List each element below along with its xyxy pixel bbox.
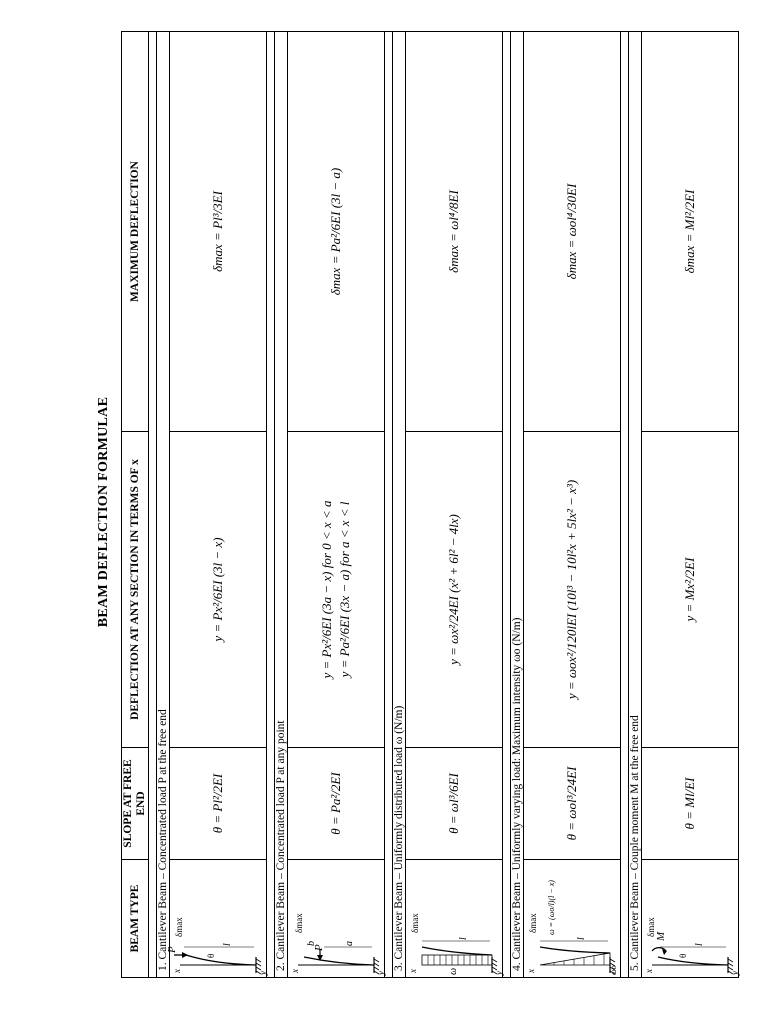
max-deflection-formula-5: δmax = Ml²/2EI: [682, 189, 697, 274]
label-y: y: [730, 971, 740, 975]
label-omega-o: ωo: [609, 965, 618, 975]
max-deflection-formula-1: δmax = Pl³/3EI: [210, 191, 225, 272]
row-gap: [267, 32, 275, 978]
case-4-deflection: [524, 432, 621, 748]
slope-formula-4: θ = ωol³/24EI: [564, 766, 579, 841]
label-omega: ω: [448, 967, 459, 975]
label-l: l: [458, 937, 469, 940]
label-delta-max: δmax: [294, 913, 304, 933]
case-5-diagram: [642, 860, 739, 978]
case-4-label-row: [511, 32, 524, 978]
case-1-label: 1. Cantilever Beam – Concentrated load P at the free end: [157, 32, 170, 978]
label-x: x: [172, 969, 182, 973]
case-3-diagram: [406, 860, 503, 978]
case-2-max-deflection: [288, 32, 385, 432]
label-l: l: [576, 937, 587, 940]
row-gap: [503, 32, 511, 978]
label-b: b: [306, 941, 317, 946]
case-5-row: [642, 32, 739, 978]
case-3-deflection: [406, 432, 503, 748]
label-delta-max: δmax: [646, 917, 656, 937]
formulae-table: [121, 31, 739, 978]
label-x: x: [290, 969, 300, 973]
row-gap: [385, 32, 393, 978]
case-1-deflection: [170, 432, 267, 748]
deflection-formula-2a: y = Px²/6EI (3a − x) for 0 < x < a: [319, 500, 334, 679]
case-3-max-deflection: [406, 32, 503, 432]
label-y: y: [258, 971, 268, 975]
label-varying: ω = (ωo/l)(l − x): [547, 880, 556, 935]
beam-diagram-1: [166, 859, 268, 977]
max-deflection-formula-3: δmax = ωl⁴/8EI: [446, 190, 461, 273]
case-1-slope: [170, 748, 267, 860]
label-delta-max: δmax: [174, 917, 184, 937]
label-M: M: [655, 931, 667, 941]
page-title: BEAM DEFLECTION FORMULAE: [96, 396, 111, 628]
beam-diagram-2: [288, 859, 384, 977]
deflection-formula-5: y = Mx²/2EI: [682, 557, 697, 622]
label-l: l: [694, 943, 705, 946]
label-theta: θ: [678, 953, 688, 958]
label-delta-max: δmax: [528, 913, 538, 933]
row-gap: [621, 32, 629, 978]
case-5-max-deflection: [642, 32, 739, 432]
case-5-label-row: [629, 32, 642, 978]
case-2-diagram: [288, 860, 385, 978]
slope-formula-1: θ = Pl²/2EI: [210, 773, 225, 834]
case-2-label: 2. Cantilever Beam – Concentrated load P at any point: [275, 32, 288, 978]
case-2-row: [288, 32, 385, 978]
deflection-formula-1: y = Px²/6EI (3l − x): [210, 537, 225, 642]
case-3-slope: [406, 748, 503, 860]
header-slope: SLOPE AT FREE END: [122, 748, 149, 860]
label-y: y: [494, 971, 504, 975]
beam-diagram-3: [406, 859, 502, 977]
header-deflection: DEFLECTION AT ANY SECTION IN TERMS OF x: [122, 432, 149, 748]
label-y: y: [376, 971, 386, 975]
case-3-row: [406, 32, 503, 978]
row-gap: [149, 32, 157, 978]
label-P: P: [313, 944, 325, 951]
max-deflection-formula-2: δmax = Pa²/6EI (3l − a): [328, 167, 343, 296]
header-beam-type: BEAM TYPE: [122, 860, 149, 978]
case-4-diagram: [524, 860, 621, 978]
case-1-diagram: [166, 860, 268, 978]
case-5-label: 5. Cantilever Beam – Couple moment M at the free end: [629, 32, 642, 978]
beam-diagram-4: [524, 859, 620, 977]
case-4-row: [524, 32, 621, 978]
label-delta-max: δmax: [410, 913, 420, 933]
label-P: P: [166, 946, 178, 953]
slope-formula-5: θ = Ml/EI: [682, 777, 697, 830]
case-2-label-row: [275, 32, 288, 978]
slope-formula-2: θ = Pa²/2EI: [328, 772, 343, 835]
case-3-label-row: [393, 32, 406, 978]
label-x: x: [408, 969, 418, 973]
label-x: x: [644, 969, 654, 973]
case-5-slope: [642, 748, 739, 860]
deflection-formula-4: y = ωox²/120lEI (10l³ − 10l²x + 5lx² − x³): [564, 479, 579, 700]
case-5-deflection: [642, 432, 739, 748]
header-row: [122, 32, 149, 978]
deflection-formula-3: y = ωx²/24EI (x² + 6l² − 4lx): [446, 514, 461, 665]
deflection-formula-2b: y = Pa²/6EI (3x − a) for a < x < l: [337, 501, 352, 678]
case-1-row: [170, 32, 267, 978]
slope-formula-3: θ = ωl³/6EI: [446, 773, 461, 834]
case-4-max-deflection: [524, 32, 621, 432]
case-2-slope: [288, 748, 385, 860]
case-4-label: 4. Cantilever Beam – Uniformly varying load: Maximum intensity ωo (N/m): [511, 32, 524, 978]
case-4-slope: [524, 748, 621, 860]
label-l: l: [222, 943, 233, 946]
case-3-label: 3. Cantilever Beam – Uniformly distributed load ω (N/m): [393, 32, 406, 978]
case-1-label-row: [157, 32, 170, 978]
beam-diagram-5: [642, 859, 738, 977]
case-2-deflection: [288, 432, 385, 748]
header-max-deflection: MAXIMUM DEFLECTION: [122, 32, 149, 432]
case-1-max-deflection: [170, 32, 267, 432]
label-theta: θ: [206, 953, 216, 958]
max-deflection-formula-4: δmax = ωol⁴/30EI: [564, 183, 579, 280]
label-x: x: [526, 969, 536, 973]
label-a: a: [344, 941, 355, 946]
